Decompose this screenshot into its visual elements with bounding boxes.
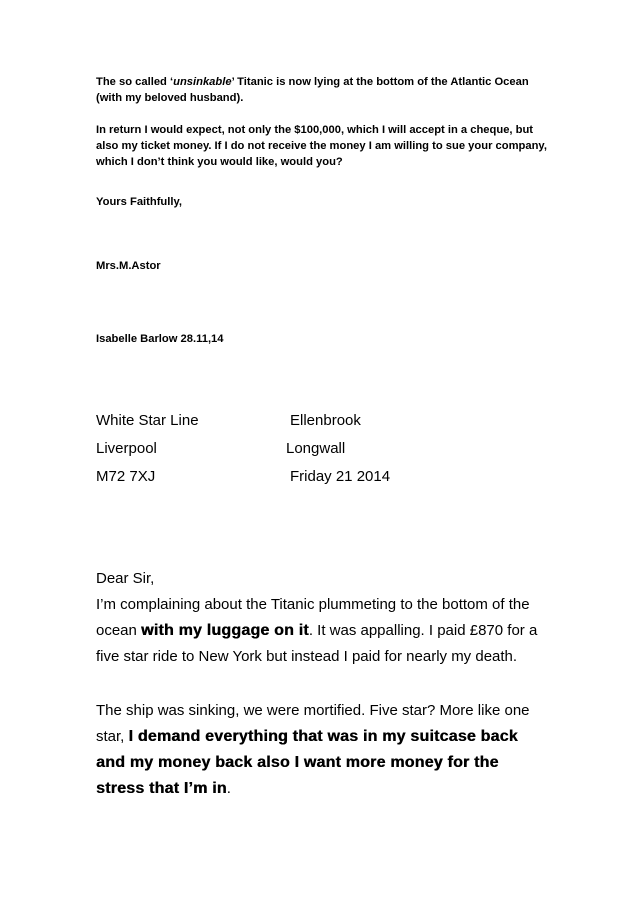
intro-paragraph-1 — [96, 74, 556, 106]
intro-text-cont: ’ Titanic is now lying at the bottom of the Atlantic Ocean (with my beloved husband). — [96, 76, 529, 104]
paragraph-line — [96, 776, 566, 802]
intro-text: The so called ‘ — [96, 76, 174, 88]
emphasis-text: stress that I’m in — [96, 780, 227, 797]
paragraph-line — [96, 618, 566, 644]
intro-paragraph-2: In return I would expect, not only the $100,000, which I will accept in a cheque, but also my ticket money. If I do not receive the money I am willing to sue your company, which I don’t think you would like, would you? — [96, 124, 547, 168]
paragraph-line: five star ride to New York but instead I paid for nearly my death. — [96, 648, 518, 665]
italic-word: unsinkable — [173, 76, 232, 88]
recipient-line-2: Liverpool — [96, 440, 157, 457]
emphasis-line: and my money back also I want more money for the — [96, 754, 499, 771]
emphasis-text: with my luggage on it — [141, 622, 309, 639]
sender-line-3: Friday 21 2014 — [290, 468, 391, 485]
paragraph-line: I’m complaining about the Titanic plummeting to the bottom of the — [96, 596, 530, 613]
emphasis-text: I demand everything that was in my suitcase back — [128, 728, 518, 745]
paragraph-line: The ship was sinking, we were mortified. Five star? More like one — [96, 702, 530, 719]
text-run: ocean — [96, 622, 142, 639]
closing-line: Yours Faithfully, — [96, 196, 182, 208]
text-run: star, — [96, 728, 129, 745]
letter-paragraph-2 — [96, 698, 566, 802]
recipient-line-3: M72 7XJ — [96, 468, 156, 485]
author-line: Isabelle Barlow 28.11,14 — [96, 333, 224, 345]
paragraph-line — [96, 724, 566, 750]
text-run: . — [226, 780, 231, 797]
text-run: . It was appalling. I paid £870 for a — [308, 622, 538, 639]
sender-line-1: Ellenbrook — [290, 412, 361, 429]
sender-line-2: Longwall — [286, 440, 346, 457]
recipient-line-1: White Star Line — [96, 412, 199, 429]
salutation: Dear Sir, — [96, 570, 155, 587]
letter-paragraph-1 — [96, 592, 566, 670]
signature: Mrs.M.Astor — [96, 260, 161, 272]
